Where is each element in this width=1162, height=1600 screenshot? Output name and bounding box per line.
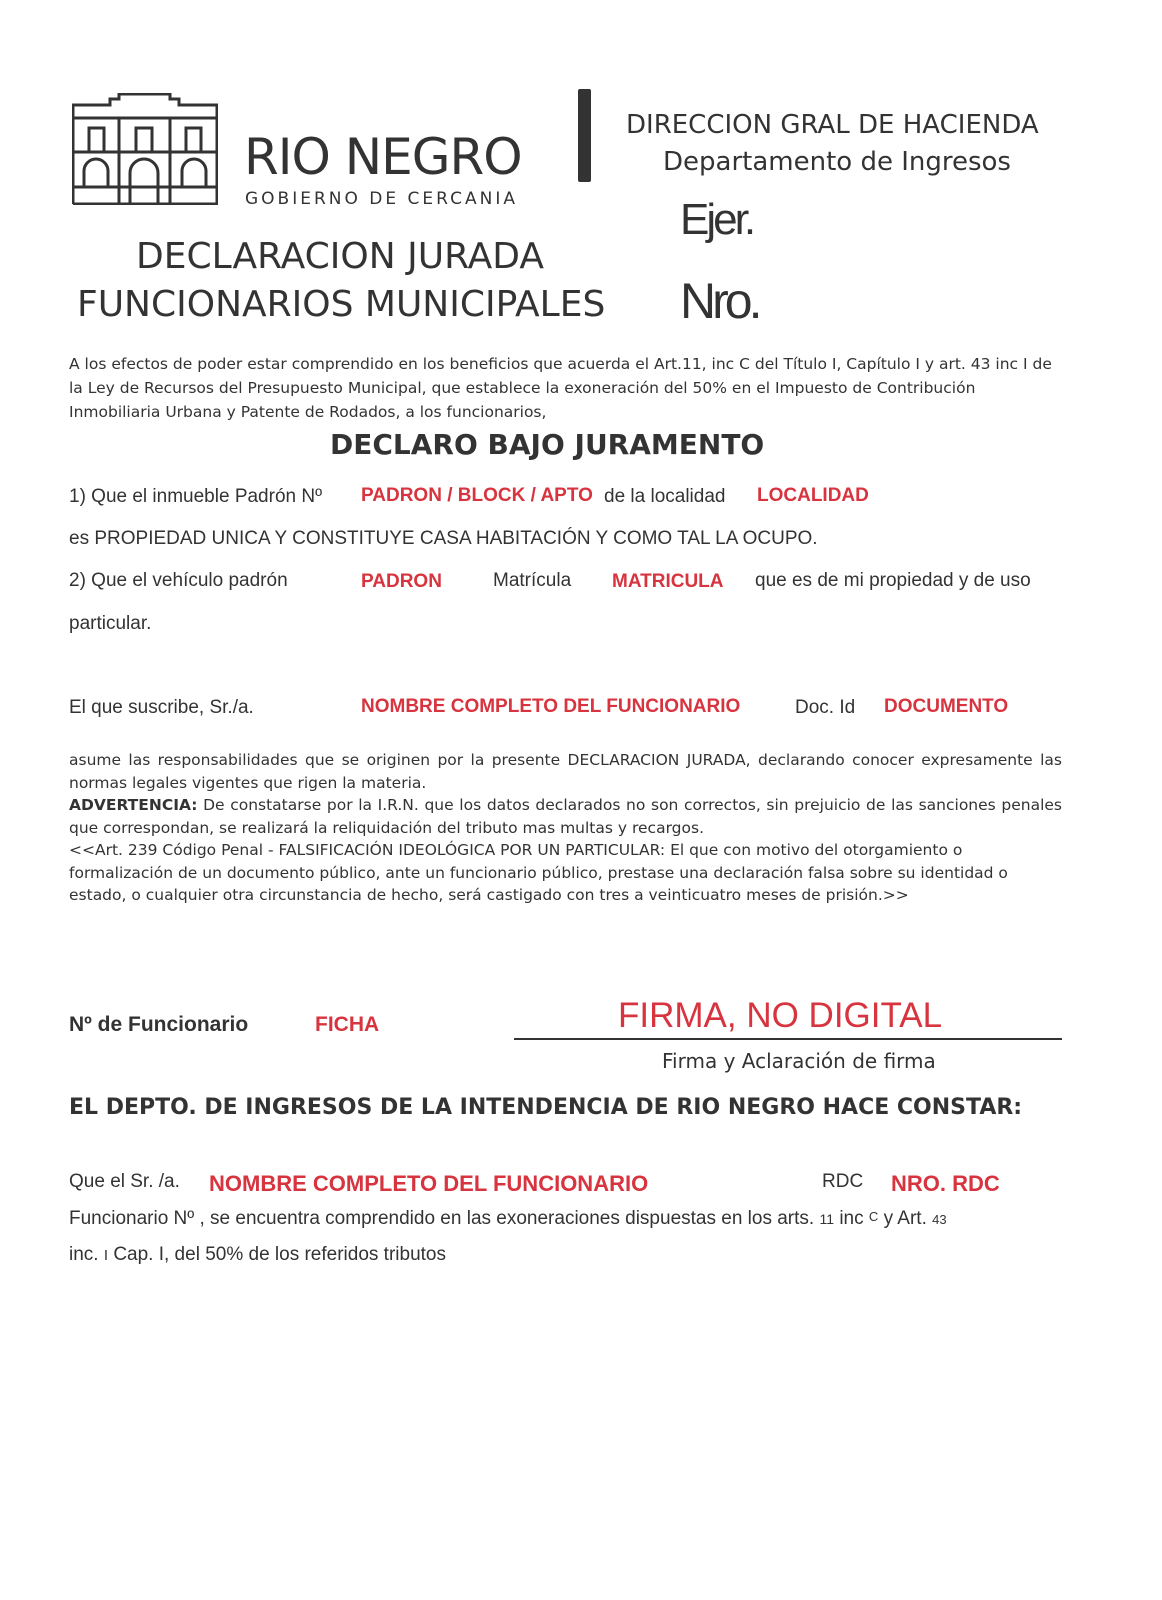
documento-field[interactable]: DOCUMENTO	[884, 696, 1009, 717]
localidad-field[interactable]: LOCALIDAD	[757, 485, 869, 506]
brand-tagline: GOBIERNO DE CERCANIA	[245, 189, 518, 209]
ejer-label: Ejer.	[680, 195, 754, 244]
art2-number: 43	[932, 1212, 947, 1227]
matricula-label: Matrícula	[493, 570, 572, 591]
signature-field[interactable]: FIRMA, NO DIGITAL	[618, 996, 943, 1035]
constancia-line3	[69, 1244, 446, 1266]
item1-prefix: 1) Que el inmueble Padrón Nº	[69, 486, 323, 507]
vehicle-padron-field[interactable]: PADRON	[361, 571, 442, 592]
item2-suffix: que es de mi propiedad y de uso	[755, 570, 1031, 591]
constancia-line2-text: Funcionario Nº , se encuentra comprendido en las exoneraciones dispuestas en los arts.	[69, 1208, 815, 1229]
advertencia-paragraph	[69, 794, 1062, 839]
ficha-field[interactable]: FICHA	[315, 1013, 380, 1036]
page-title-line1: DECLARACION JURADA	[136, 236, 544, 277]
constancia-heading: EL DEPTO. DE INGRESOS DE LA INTENDENCIA DE RIO NEGRO HACE CONSTAR:	[69, 1095, 1023, 1120]
nombre-funcionario-field[interactable]: NOMBRE COMPLETO DEL FUNCIONARIO	[361, 696, 741, 717]
art-text: y Art.	[883, 1208, 927, 1229]
responsabilidades-paragraph: asume las responsabilidades que se originen por la presente DECLARACION JURADA, declarando conocer expresamente las normas legales vigentes que rigen la materia.	[69, 751, 1062, 792]
item2-prefix: 2) Que el vehículo padrón	[69, 570, 288, 591]
declaro-heading: DECLARO BAJO JURAMENTO	[330, 428, 765, 461]
item2-line2: particular.	[69, 613, 152, 634]
item1-line2: es PROPIEDAD UNICA Y CONSTITUYE CASA HABITACIÓN Y COMO TAL LA OCUPO.	[69, 528, 818, 549]
intro-paragraph: A los efectos de poder estar comprendido en los beneficios que acuerda el Art.11, inc C del Título I, Capítulo I y art. 43 inc I de la Ley de Recursos del Presupuesto Municipal, que establece la exoneración del 50% en el Impuesto de Contribución Inmobiliaria Urbana y Patente de Rodados, a los funcionarios,	[69, 355, 1052, 421]
inc-label: inc.	[69, 1244, 99, 1265]
rdc-label: RDC	[822, 1171, 864, 1192]
legal-text	[69, 749, 1062, 907]
signature-line	[514, 1038, 1062, 1040]
nro-label: Nro.	[680, 273, 759, 329]
constancia-nombre-field[interactable]: NOMBRE COMPLETO DEL FUNCIONARIO	[209, 1171, 649, 1196]
matricula-field[interactable]: MATRICULA	[612, 571, 724, 592]
art-number: 11	[819, 1211, 835, 1227]
art239-paragraph: <<Art. 239 Código Penal - FALSIFICACIÓN IDEOLÓGICA POR UN PARTICULAR: El que con motivo del otorgamiento o formalización de un documento público, ante un funcionario público, prestase una declaración falsa sobre su identidad o estado, o cualquier otra circunstancia de hecho, será castigado con tres a veinticuatro meses de prisión.>>	[69, 841, 1008, 904]
advertencia-text: De constatarse por la I.R.N. que los datos declarados no son correctos, sin prejuicio de las sanciones penales que correspondan, se realizará la reliquidación del tributo mas multas y recargos.	[69, 796, 1062, 837]
advertencia-label: ADVERTENCIA:	[69, 796, 198, 814]
padron-block-apto-field[interactable]: PADRON / BLOCK / APTO	[361, 485, 593, 506]
localidad-label: de la localidad	[604, 486, 726, 507]
doc-id-label: Doc. Id	[795, 697, 856, 718]
funcionario-label: Nº de Funcionario	[69, 1013, 249, 1036]
inc-text: inc	[839, 1208, 864, 1229]
brand-name: RIO NEGRO	[244, 128, 522, 186]
rdc-field[interactable]: NRO. RDC	[891, 1171, 1000, 1196]
inc-letter: C	[868, 1209, 879, 1224]
header-divider	[578, 89, 591, 182]
suscribe-label: El que suscribe, Sr./a.	[69, 697, 254, 718]
department-line1: DIRECCION GRAL DE HACIENDA	[626, 110, 1039, 140]
que-label: Que el Sr. /a.	[69, 1171, 180, 1192]
constancia-line3-text: Cap. I, del 50% de los referidos tributos	[113, 1244, 446, 1265]
inc-roman: I	[103, 1247, 109, 1264]
page-title-line2: FUNCIONARIOS MUNICIPALES	[77, 284, 606, 325]
constancia-line2	[69, 1208, 947, 1230]
department-line2: Departamento de Ingresos	[663, 147, 1011, 177]
signature-label: Firma y Aclaración de firma	[662, 1049, 936, 1073]
government-building-icon	[72, 93, 218, 205]
